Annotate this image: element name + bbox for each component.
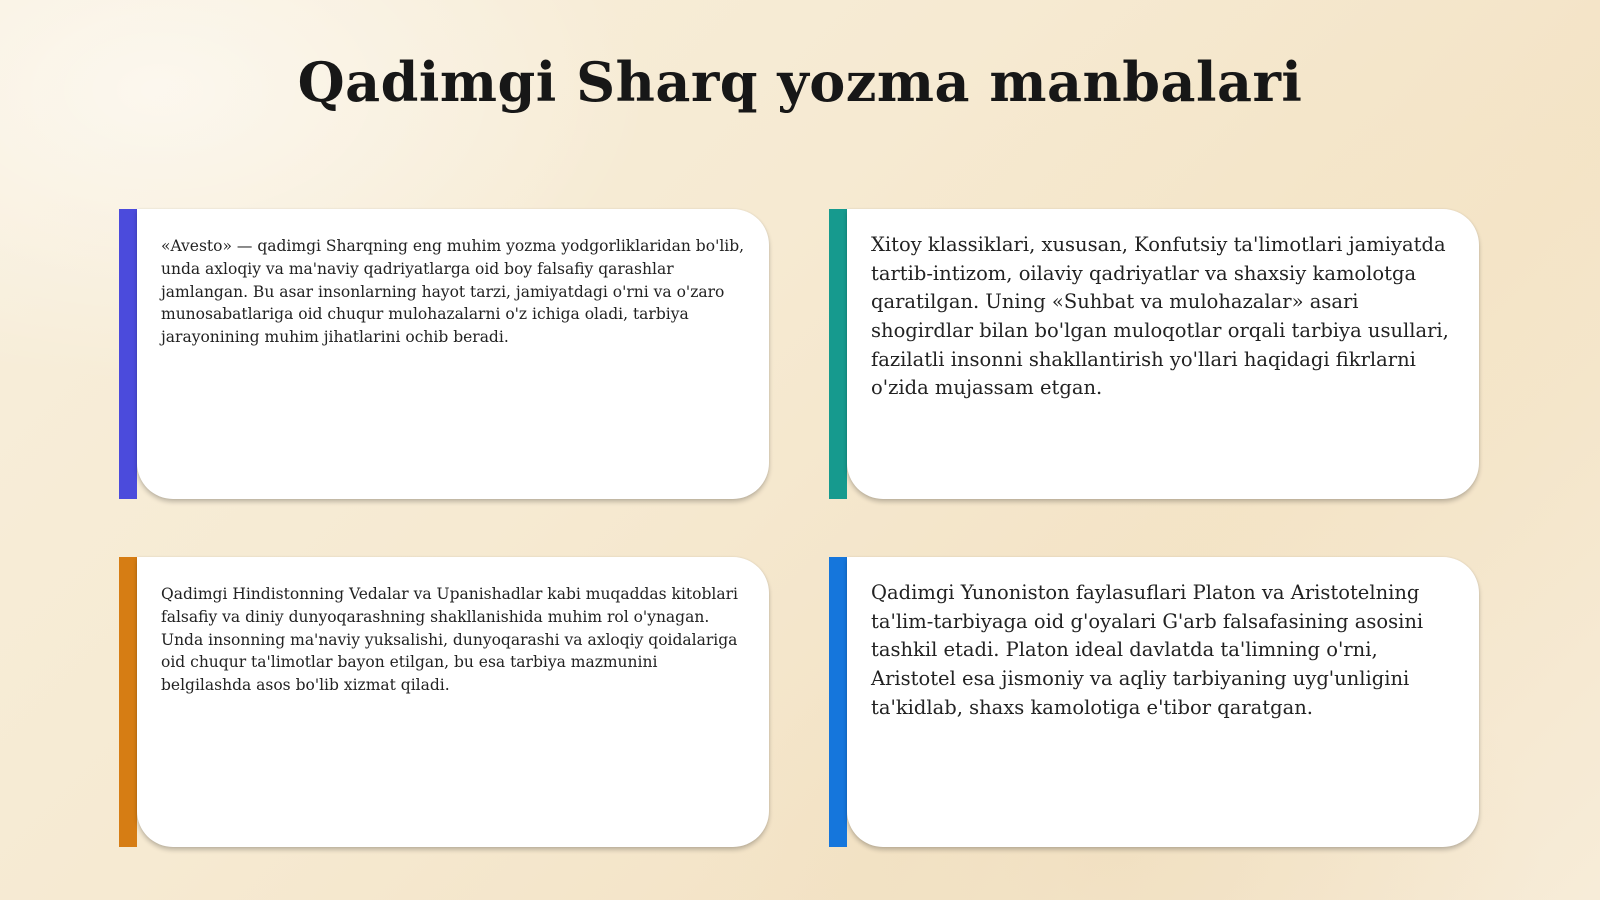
card-chinese-classics (829, 209, 1479, 499)
card-accent-bar (119, 557, 137, 847)
card-text: Qadimgi Hindistonning Vedalar va Upanishadlar kabi muqaddas kitoblari falsafiy va diniy dunyoqarashning shakllanishida muhim rol o'ynagan. Unda insonning ma'naviy yuksalishi, dunyoqarashi va axloqiy qoidalariga oid chuqur ta'limotlar bayon etilgan, bu esa tarbiya mazmunini belgilashda asos bo'lib xizmat qiladi. (161, 585, 738, 695)
card-text: «Avesto» — qadimgi Sharqning eng muhim yozma yodgorliklaridan bo'lib, unda axloqiy va ma'naviy qadriyatlarga oid boy falsafiy qarashlar jamlangan. Bu asar insonlarning hayot tarzi, jamiyatdagi o'rni va o'zaro munosabatlariga oid chuqur mulohazalarni o'z ichiga oladi, tarbiya jarayonining muhim jihatlarini ochib beradi. (161, 237, 745, 347)
card-accent-bar (119, 209, 137, 499)
card-accent-bar (829, 557, 847, 847)
card-vedas (119, 557, 769, 847)
card-greek-philosophers (829, 557, 1479, 847)
card-text: Xitoy klassiklari, xususan, Konfutsiy ta'limotlari jamiyatda tartib-intizom, oilaviy qadriyatlar va shaxsiy kamolotga qaratilgan. Uning «Suhbat va mulohazalar» asari shogirdlar bilan bo'lgan muloqotlar orqali tarbiya usullari, fazilatli insonni shakllantirish yo'llari haqidagi fikrlarni o'zida mujassam etgan. (871, 233, 1449, 400)
card-text: Qadimgi Yunoniston faylasuflari Platon va Aristotelning ta'lim-tarbiyaga oid g'oyalari G'arb falsafasining asosini tashkil etadi. Platon ideal davlatda ta'limning o'rni, Aristotel esa jismoniy va aqliy tarbiyaning uyg'unligini ta'kidlab, shaxs kamolotiga e'tibor qaratgan. (871, 581, 1424, 719)
card-avesto (119, 209, 769, 499)
card-accent-bar (829, 209, 847, 499)
page-title: Qadimgi Sharq yozma manbalari (297, 50, 1303, 114)
